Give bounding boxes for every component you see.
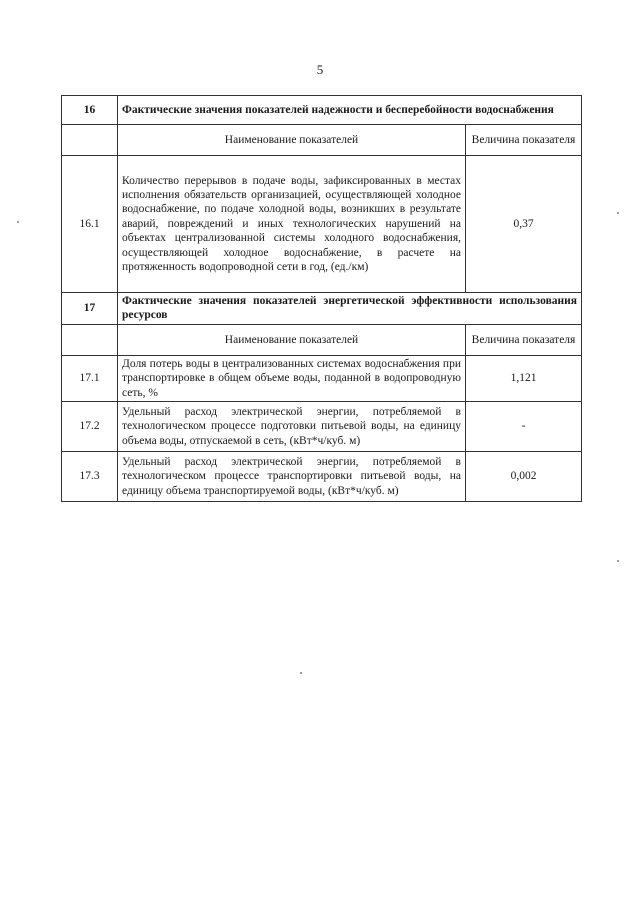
column-header-value: Величина показателя <box>466 125 582 156</box>
section-title: Фактические значения показателей энергетической эффективности использования ресурсов <box>118 293 582 325</box>
row-value: 0,37 <box>466 156 582 293</box>
section-header-row <box>62 293 582 325</box>
row-number: 16.1 <box>62 156 118 293</box>
section-header-row <box>62 96 582 125</box>
row-value: 1,121 <box>466 355 582 401</box>
indicators-table <box>61 95 582 502</box>
row-value: 0,002 <box>466 451 582 501</box>
column-header-row <box>62 324 582 355</box>
table-row <box>62 401 582 451</box>
row-value: - <box>466 401 582 451</box>
row-number: 17.3 <box>62 451 118 501</box>
page-number: 5 <box>316 62 324 77</box>
section-number: 16 <box>62 96 118 125</box>
scan-speck <box>617 560 619 562</box>
column-header-name: Наименование показателей <box>118 125 466 156</box>
table-row <box>62 156 582 293</box>
section-title: Фактические значения показателей надежности и бесперебойности водоснабжения <box>118 96 582 125</box>
table-row <box>62 355 582 401</box>
row-number: 17.2 <box>62 401 118 451</box>
row-name: Количество перерывов в подаче воды, зафиксированных в местах исполнения обязательств организацией, осуществляющей холодное водоснабжение, по подаче холодной воды, возникших в результате аварий, повреждений и иных технологических нарушений на объектах централизованной системы холодного водоснабжения, осуществляющей холодное водоснабжение, в расчете на протяженность водопроводной сети в год, (ед./км) <box>118 156 466 293</box>
row-name: Удельный расход электрической энергии, потребляемой в технологическом процессе подготовки питьевой воды, на единицу объема воды, отпускаемой в сеть, (кВт*ч/куб. м) <box>118 401 466 451</box>
empty-cell <box>62 125 118 156</box>
column-header-name: Наименование показателей <box>118 324 466 355</box>
row-name: Доля потерь воды в централизованных системах водоснабжения при транспортировке в общем объеме воды, поданной в водопроводную сеть, % <box>118 355 466 401</box>
scan-speck <box>617 212 619 214</box>
row-name: Удельный расход электрической энергии, потребляемой в технологическом процессе транспортировки питьевой воды, на единицу объема транспортируемой воды, (кВт*ч/куб. м) <box>118 451 466 501</box>
empty-cell <box>62 324 118 355</box>
row-number: 17.1 <box>62 355 118 401</box>
section-number: 17 <box>62 293 118 325</box>
column-header-value: Величина показателя <box>466 324 582 355</box>
scan-speck <box>17 221 19 223</box>
table-row <box>62 451 582 501</box>
column-header-row <box>62 125 582 156</box>
scan-speck <box>300 672 302 674</box>
